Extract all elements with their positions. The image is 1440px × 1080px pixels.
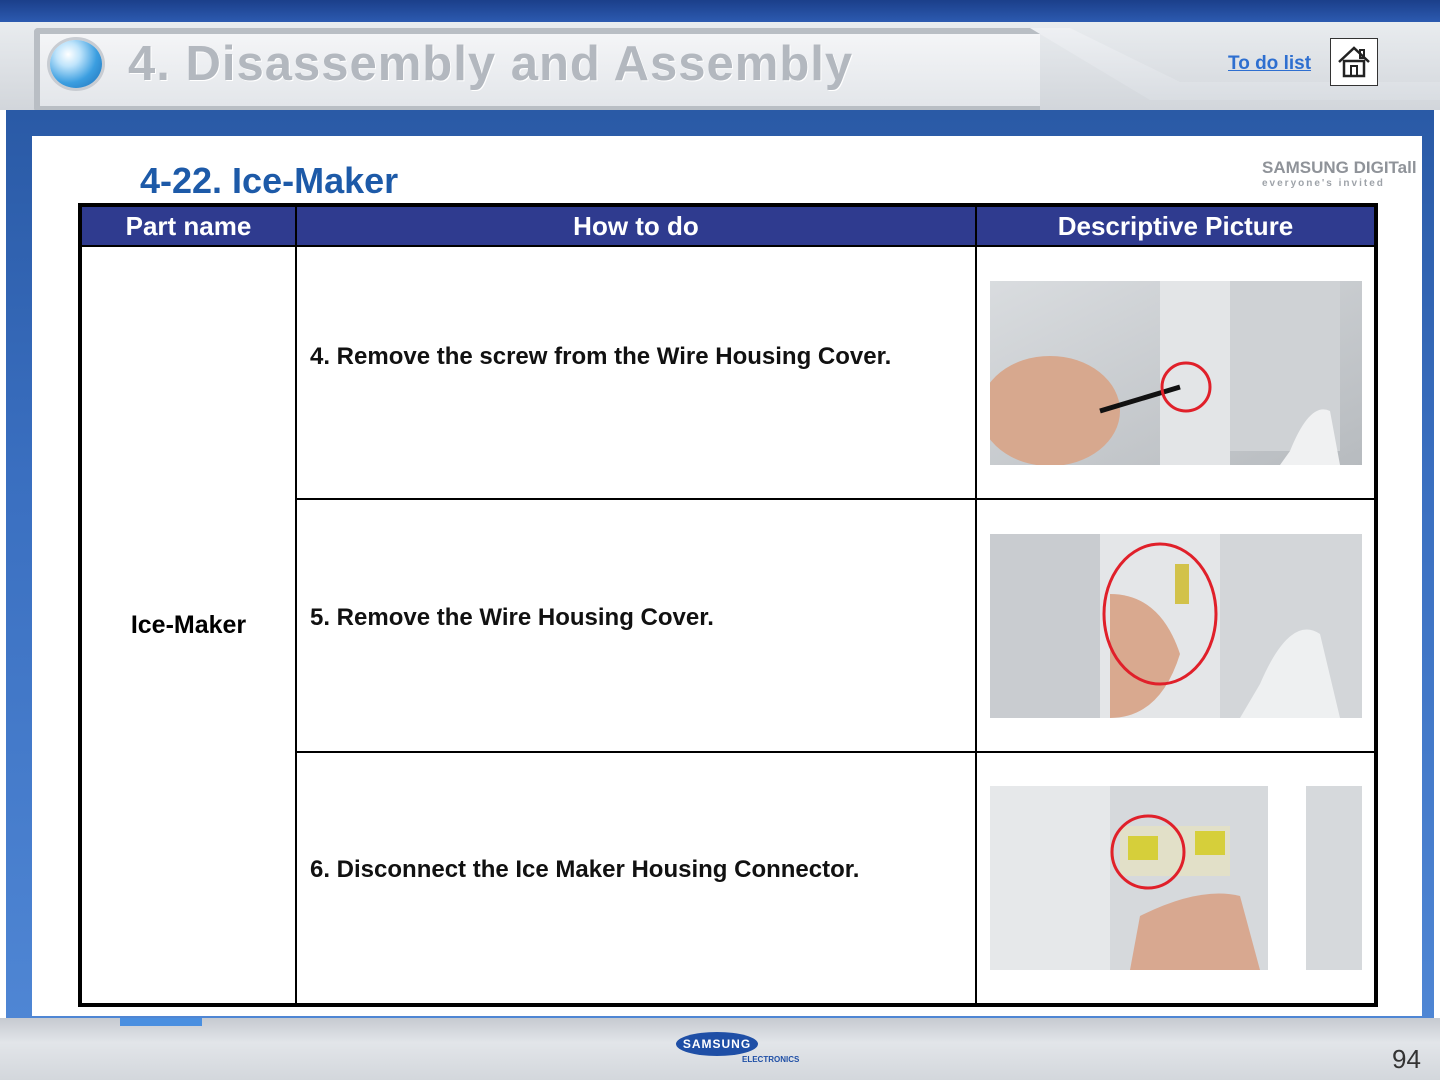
step-text: 5. Remove the Wire Housing Cover. xyxy=(310,603,714,631)
header-orb-icon xyxy=(50,40,102,88)
step-text: 4. Remove the screw from the Wire Housing Cover. xyxy=(310,342,892,370)
brand-logo-line1: SAMSUNG DIGITall xyxy=(1262,158,1417,177)
step-cell xyxy=(296,499,976,752)
column-header-descriptive-picture: Descriptive Picture xyxy=(976,205,1376,246)
samsung-logo: SAMSUNG xyxy=(676,1032,758,1056)
procedure-table xyxy=(78,203,1378,1007)
section-title: 4-22. Ice-Maker xyxy=(140,160,399,201)
step-photo xyxy=(990,281,1362,465)
step-photo xyxy=(990,534,1362,718)
samsung-logo-sub: ELECTRONICS xyxy=(742,1055,800,1064)
picture-cell xyxy=(976,499,1376,752)
home-button[interactable] xyxy=(1330,38,1378,86)
step-cell xyxy=(296,752,976,1005)
samsung-digitall-logo xyxy=(1262,158,1417,196)
step-cell xyxy=(296,246,976,499)
page-title: 4. Disassembly and Assembly xyxy=(128,37,854,91)
footer-accent-bar xyxy=(120,1018,202,1026)
column-header-part-name: Part name xyxy=(80,205,296,246)
picture-cell xyxy=(976,246,1376,499)
step-photo xyxy=(990,786,1362,970)
brand-logo-line2: everyone's invited xyxy=(1262,178,1385,189)
top-bar-strip xyxy=(0,0,1440,22)
home-icon xyxy=(1336,44,1372,80)
column-header-how-to-do: How to do xyxy=(296,205,976,246)
table-row xyxy=(80,246,1376,499)
picture-cell xyxy=(976,752,1376,1005)
page-number: 94 xyxy=(1392,1044,1421,1074)
table-header-row xyxy=(80,205,1376,246)
todo-list-link[interactable]: To do list xyxy=(1228,53,1312,74)
part-name-cell: Ice-Maker xyxy=(80,246,296,1005)
step-text: 6. Disconnect the Ice Maker Housing Connector. xyxy=(310,856,860,883)
